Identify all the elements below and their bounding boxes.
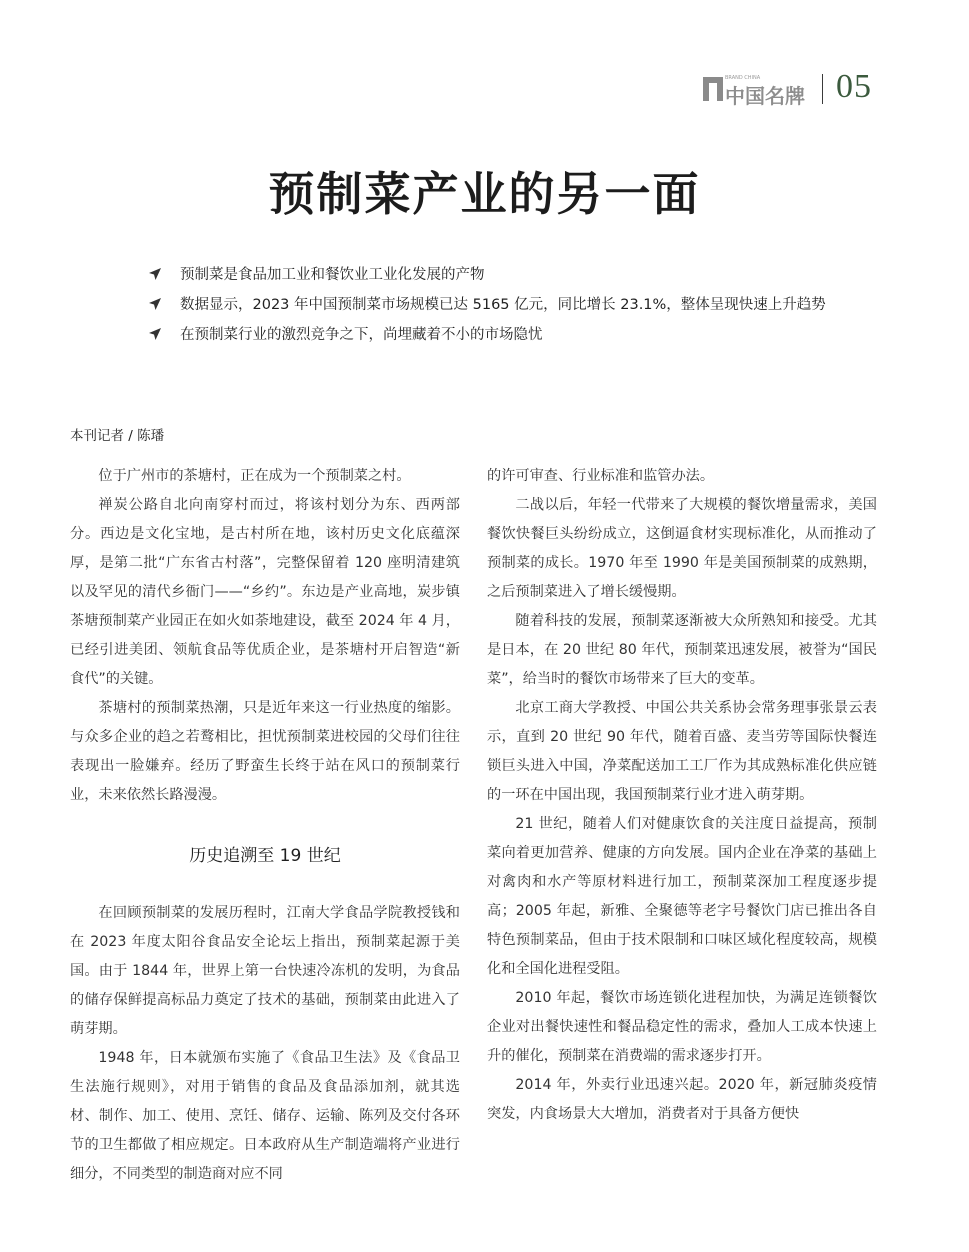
highlight-item	[148, 290, 828, 320]
pointer-arrow-icon	[148, 297, 162, 311]
highlight-text: 数据显示，2023 年中国预制菜市场规模已达 5165 亿元，同比增长 23.1%，整体呈现快速上升趋势	[180, 297, 826, 313]
brand-logo	[703, 75, 813, 108]
paragraph: 二战以后，年轻一代带来了大规模的餐饮增量需求，美国餐饮快餐巨头纷纷成立，这倒逼食材实现标准化，从而推动了预制菜的成长。1970 年至 1990 年是美国预制菜的成熟期，之后预制菜进入了增长缓慢期。	[487, 497, 877, 600]
paragraph: 1948 年，日本就颁布实施了《食品卫生法》及《食品卫生法施行规则》，对用于销售的食品及食品添加剂，就其选材、制作、加工、使用、烹饪、储存、运输、陈列及交付各环节的卫生都做了相应规定。日本政府从生产制造端将产业进行细分，不同类型的制造商对应不同	[70, 1050, 460, 1182]
pointer-arrow-icon	[148, 327, 162, 341]
highlight-item	[148, 320, 828, 350]
right-column	[487, 462, 877, 1129]
article-title: 预制菜产业的另一面	[268, 167, 701, 221]
paragraph: 禅炭公路自北向南穿村而过，将该村划分为东、西两部分。西边是文化宝地，是古村所在地，该村历史文化底蕴深厚，是第二批“广东省古村落”，完整保留着 120 座明清建筑以及罕见的清代乡衙门——“乡约”。东边是产业高地，炭步镇茶塘预制菜产业园正在如火如荼地建设，截至 2024 年 4 月，已经引进美团、领航食品等优质企业，是茶塘村开启智造“新食代”的关键。	[70, 497, 460, 687]
paragraph: 2014 年，外卖行业迅速兴起。2020 年，新冠肺炎疫情突发，内食场景大大增加，消费者对于具备方便快	[487, 1077, 877, 1122]
highlight-item	[148, 260, 828, 290]
logo-small-text: BRAND CHINA	[725, 75, 761, 81]
paragraph: 北京工商大学教授、中国公共关系协会常务理事张景云表示，直到 20 世纪 90 年代，随着百盛、麦当劳等国际快餐连锁巨头进入中国，净菜配送加工工厂作为其成熟标准化供应链的一环在中国出现，我国预制菜行业才进入萌芽期。	[487, 700, 877, 803]
highlights-list	[148, 260, 828, 350]
paragraph: 位于广州市的茶塘村，正在成为一个预制菜之村。	[98, 468, 411, 484]
paragraph: 在回顾预制菜的发展历程时，江南大学食品学院教授钱和在 2023 年度太阳谷食品安全论坛上指出，预制菜起源于美国。由于 1844 年，世界上第一台快速冷冻机的发明，为食品的储存保鲜提高标品力奠定了技术的基础，预制菜由此进入了萌芽期。	[70, 905, 460, 1037]
paragraph: 随着科技的发展，预制菜逐渐被大众所熟知和接受。尤其是日本，在 20 世纪 80 年代，预制菜迅速发展，被誉为“国民菜”，给当时的餐饮市场带来了巨大的变革。	[487, 613, 877, 687]
section-heading: 历史追溯至 19 世纪	[189, 846, 341, 866]
masthead	[703, 68, 872, 108]
highlight-text: 预制菜是食品加工业和餐饮业工业化发展的产物	[180, 267, 485, 283]
highlight-text: 在预制菜行业的激烈竞争之下，尚埋藏着不小的市场隐忧	[180, 327, 543, 343]
paragraph: 茶塘村的预制菜热潮，只是近年来这一行业热度的缩影。与众多企业的趋之若鹜相比，担忧预制菜进校园的父母们往往表现出一脸嫌弃。经历了野蛮生长终于站在风口的预制菜行业，未来依然长路漫漫。	[70, 700, 460, 803]
paragraph: 21 世纪，随着人们对健康饮食的关注度日益提高，预制菜向着更加营养、健康的方向发展。国内企业在净菜的基础上对禽肉和水产等原材料进行加工，预制菜深加工程度逐步提高；2005 年起，新雅、全聚德等老字号餐饮门店已推出各自特色预制菜品，但由于技术限制和口味区域化程度较高，规模化和全国化进程受阻。	[487, 816, 877, 977]
logo-text: 中国名牌	[725, 84, 805, 108]
masthead-divider	[822, 74, 823, 104]
page-number: 05	[836, 68, 872, 105]
logo-mark-icon	[703, 77, 723, 101]
paragraph: 的许可审查、行业标准和监管办法。	[487, 468, 715, 484]
byline: 本刊记者 / 陈璠	[70, 428, 165, 444]
paragraph: 2010 年起，餐饮市场连锁化进程加快，为满足连锁餐饮企业对出餐快速性和餐品稳定性的需求，叠加人工成本快速上升的催化，预制菜在消费端的需求逐步打开。	[487, 990, 877, 1064]
pointer-arrow-icon	[148, 267, 162, 281]
left-column	[70, 462, 460, 1189]
